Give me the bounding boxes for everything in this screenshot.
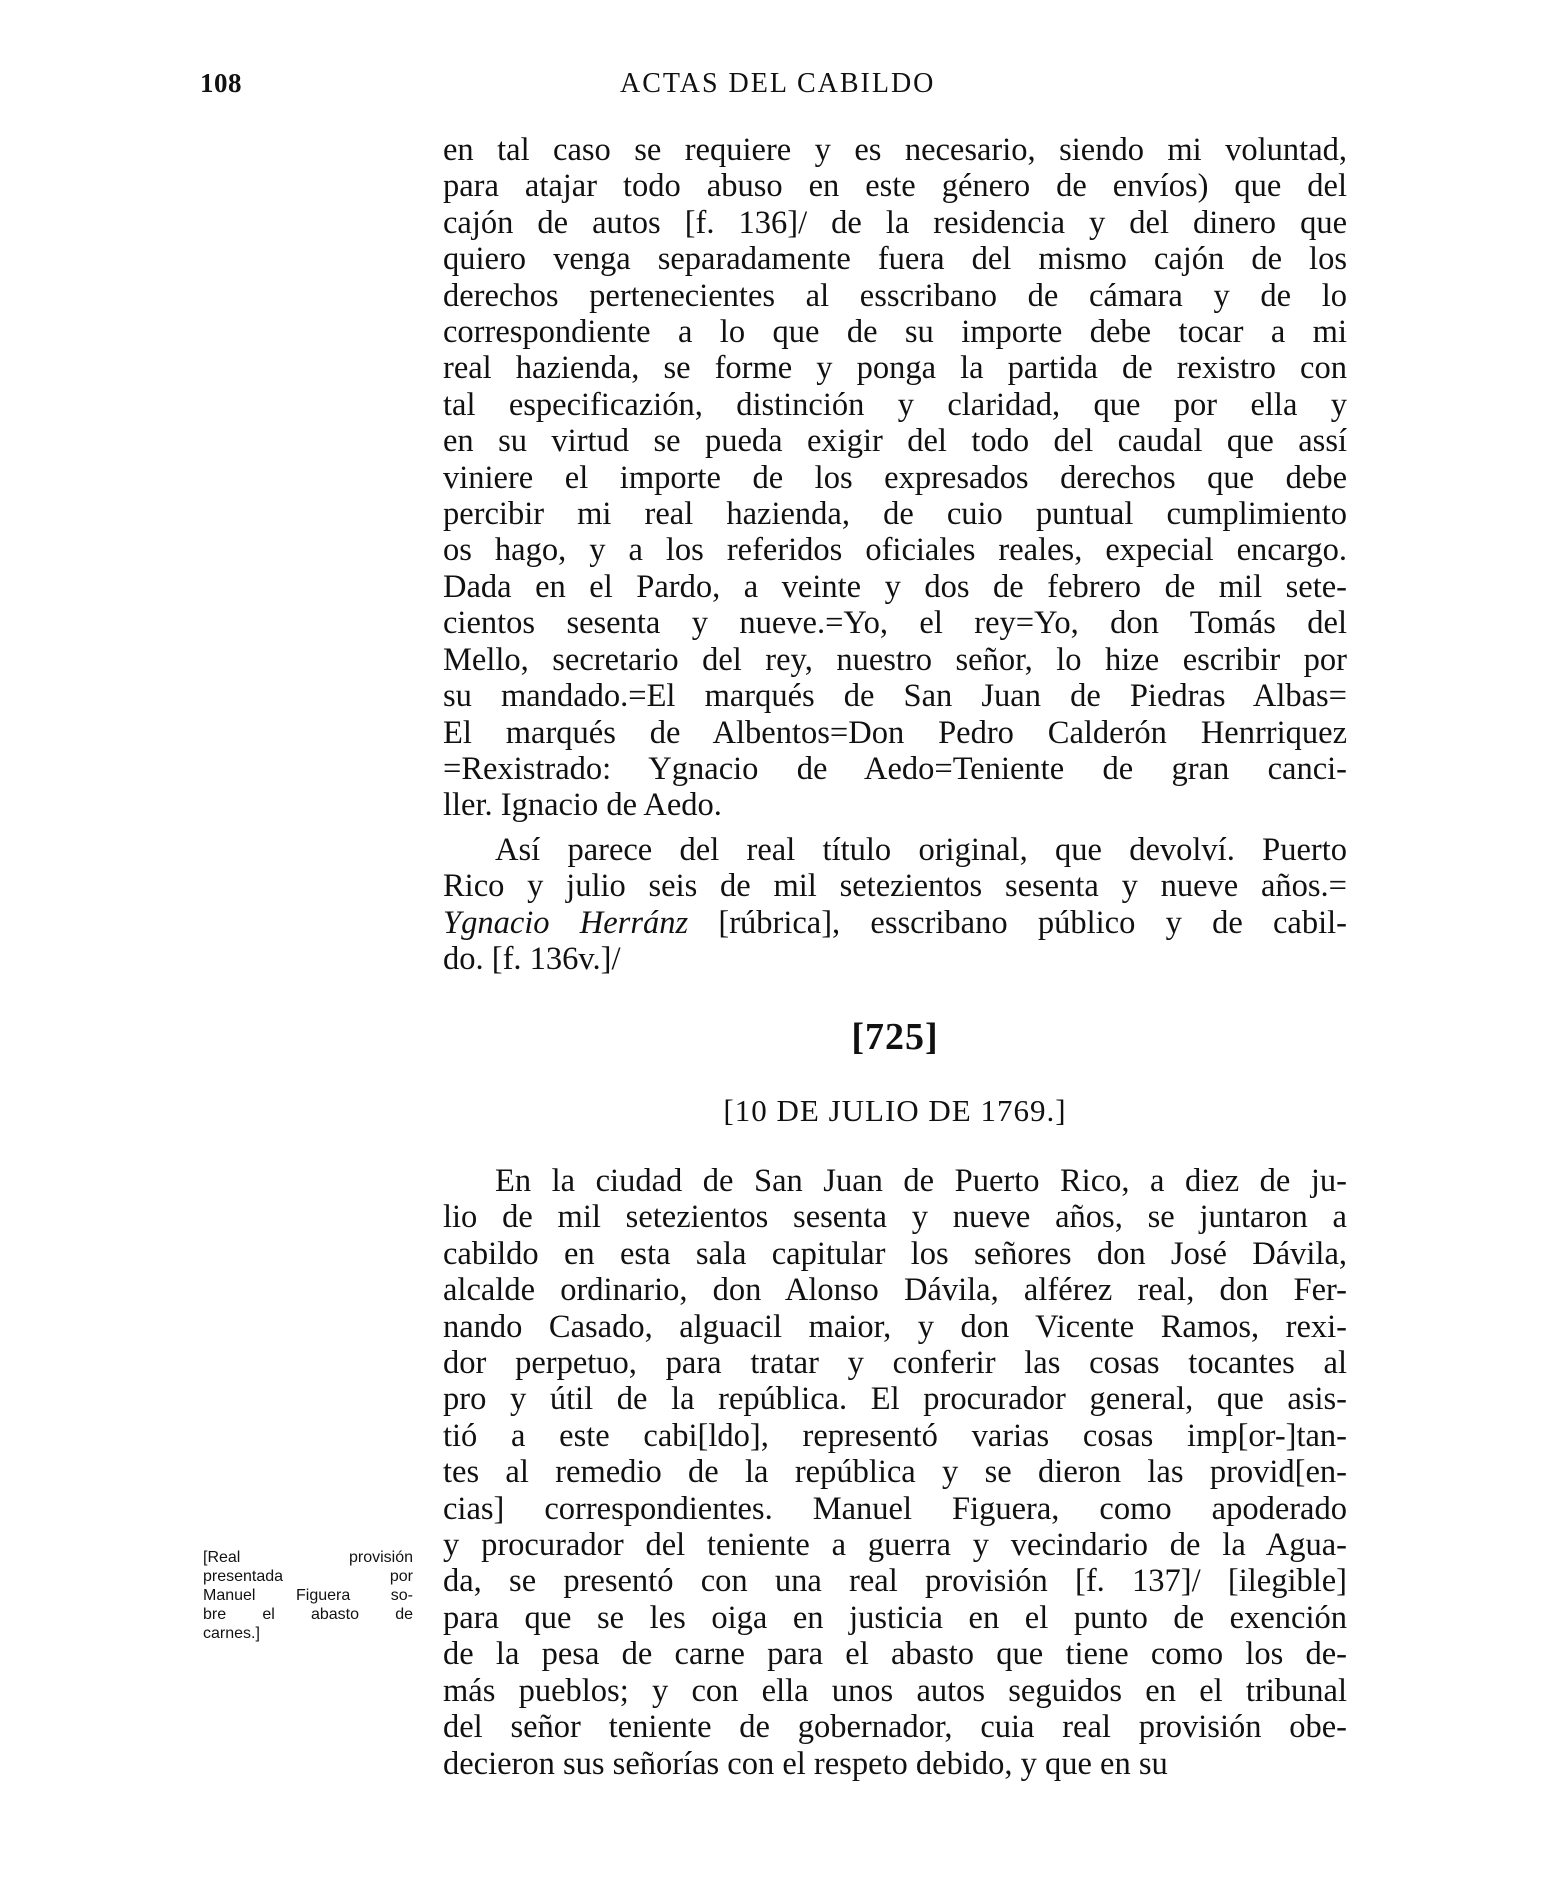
text-line: real hazienda, se forme y ponga la partida de rexistro con <box>443 350 1347 387</box>
text-line: dor perpetuo, para tratar y conferir las cosas tocantes al <box>443 1345 1347 1382</box>
text-line: viniere el importe de los expresados derechos que debe <box>443 459 1347 496</box>
text-line: en su virtud se pueda exigir del todo del caudal que assí <box>443 423 1347 460</box>
closing-text <box>443 832 1347 978</box>
closing-line <box>443 905 1347 941</box>
text-line: lio de mil setezientos sesenta y nueve años, se juntaron a <box>443 1199 1347 1236</box>
text-line: para que se les oiga en justicia en el punto de exención <box>443 1599 1347 1636</box>
text-line: correspondiente a lo que de su importe debe tocar a mi <box>443 314 1347 351</box>
text-line: da, se presentó con una real provisión [f. 137]/ [ilegible] <box>443 1563 1347 1600</box>
text-line: más pueblos; y con ella unos autos seguidos en el tribunal <box>443 1672 1347 1709</box>
text-line: su mandado.=El marqués de San Juan de Piedras Albas= <box>443 678 1347 715</box>
closing-line: Rico y julio seis de mil setezientos sesenta y nueve años.= <box>443 868 1347 905</box>
text-line: tes al remedio de la república y se dieron las provid[en- <box>443 1454 1347 1491</box>
entry-number: [725] <box>851 1016 939 1058</box>
text-line: =Rexistrado: Ygnacio de Aedo=Teniente de gran canci- <box>443 750 1347 787</box>
text-line: cabildo en esta sala capitular los señores don José Dávila, <box>443 1235 1347 1272</box>
text-line: ller. Ignacio de Aedo. <box>443 787 722 824</box>
text-line: tió a este cabi[ldo], representó varias cosas imp[or-]tan- <box>443 1417 1347 1454</box>
text-line: El marqués de Albentos=Don Pedro Calderón Henrriquez <box>443 714 1347 751</box>
text-line: quiero venga separadamente fuera del mismo cajón de los <box>443 241 1347 278</box>
closing-line-rest: [rúbrica], esscribano público y de cabil- <box>688 904 1347 941</box>
text-line: Manuel Figuera so- <box>203 1587 413 1604</box>
text-line: en tal caso se requiere y es necesario, siendo mi voluntad, <box>443 132 1347 168</box>
marginal-note <box>203 1548 413 1643</box>
text-line: En la ciudad de San Juan de Puerto Rico, a diez de ju- <box>495 1163 1347 1199</box>
text-line: tal especificazión, distinción y claridad, que por ella y <box>443 386 1347 423</box>
running-title: ACTAS DEL CABILDO <box>620 68 936 99</box>
text-line: cias] correspondientes. Manuel Figuera, como apoderado <box>443 1490 1347 1527</box>
continuation-paragraph <box>443 132 1347 824</box>
entry-paragraph <box>443 1163 1347 1782</box>
text-line: bre el abasto de <box>203 1606 413 1623</box>
text-line: derechos pertenecientes al esscribano de cámara y de lo <box>443 277 1347 314</box>
text-line: y procurador del teniente a guerra y vecindario de la Agua- <box>443 1527 1347 1564</box>
text-line: para atajar todo abuso en este género de envíos) que del <box>443 168 1347 205</box>
text-line: de la pesa de carne para el abasto que tiene como los de- <box>443 1636 1347 1673</box>
text-line: cajón de autos [f. 136]/ de la residencia y del dinero que <box>443 204 1347 241</box>
text-line: pro y útil de la república. El procurador general, que asis- <box>443 1381 1347 1418</box>
text-line: percibir mi real hazienda, de cuio puntual cumplimiento <box>443 496 1347 533</box>
signer-name: Ygnacio Herránz <box>443 904 689 941</box>
closing-line: do. [f. 136v.]/ <box>443 941 621 978</box>
text-line: Mello, secretario del rey, nuestro señor, lo hize escribir por <box>443 641 1347 678</box>
text-line: presentada por <box>203 1568 413 1585</box>
entry-text <box>443 1163 1347 1782</box>
text-line: os hago, y a los referidos oficiales reales, expecial encargo. <box>443 532 1347 569</box>
text-line: alcalde ordinario, don Alonso Dávila, alférez real, don Fer- <box>443 1272 1347 1309</box>
text-line: del señor teniente de gobernador, cuia real provisión obe- <box>443 1709 1347 1746</box>
page-number: 108 <box>200 68 242 98</box>
text-line: cientos sesenta y nueve.=Yo, el rey=Yo, don Tomás del <box>443 605 1347 642</box>
closing-paragraph <box>443 832 1347 978</box>
text-line: Dada en el Pardo, a veinte y dos de febrero de mil sete- <box>443 568 1347 605</box>
text-line: decieron sus señorías con el respeto debido, y que en su <box>443 1745 1168 1782</box>
text-line: [Real provisión <box>203 1549 413 1566</box>
continuation-text <box>443 132 1347 824</box>
text-line: carnes.] <box>203 1625 260 1642</box>
text-line: nando Casado, alguacil maior, y don Vicente Ramos, rexi- <box>443 1308 1347 1345</box>
closing-line: Así parece del real título original, que devolví. Puerto <box>495 832 1347 868</box>
entry-date: [10 DE JULIO DE 1769.] <box>723 1093 1067 1128</box>
